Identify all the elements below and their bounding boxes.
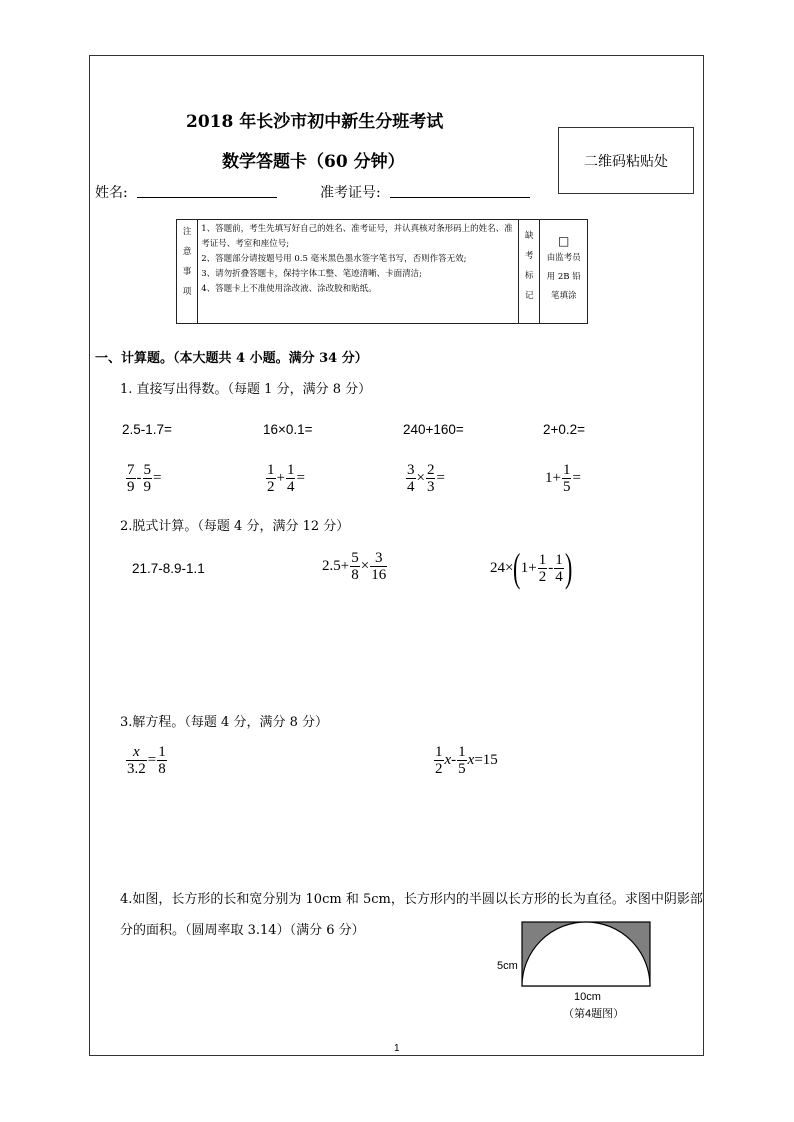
figure-width-label: 10cm — [574, 991, 601, 1003]
q1-expr-4: 2+0.2= — [543, 422, 586, 437]
figure-height-label: 5cm — [497, 960, 518, 972]
q4-figure — [520, 920, 654, 990]
q4-text-line2: 分的面积。（圆周率取 3.14）（满分 6 分） — [120, 923, 365, 938]
q3-label: 3.解方程。（每题 4 分，满分 8 分） — [120, 715, 328, 730]
q1-expr-2: 16×0.1= — [263, 422, 313, 437]
notice-content — [198, 220, 519, 324]
q1-expr-1: 2.5-1.7= — [122, 422, 172, 437]
notice-line: 4、答题卡上不准使用涂改液、涂改胶和贴纸。 — [201, 284, 377, 294]
exam-no-label: 准考证号: — [320, 185, 381, 201]
qr-code-box — [558, 127, 694, 194]
section-heading: 一、计算题。（本大题共 4 小题。满分 34 分） — [95, 351, 368, 366]
q1-expr-7: $\frac{3}{4}$ × $\frac{2}{3}$ = — [407, 462, 445, 495]
q2-expr-2: 2.5+ $\frac{5}{8}$ × $\frac{3}{16}$ — [322, 550, 387, 583]
absent-label: 缺 考 标 记 — [519, 220, 540, 324]
q2-expr-1: 21.7-8.9-1.1 — [132, 561, 205, 576]
notice-line: 1、答题前，考生先填写好自己的姓名、准考证号，并认真核对条形码上的姓名、准考证号、考室和座位号; — [201, 224, 513, 249]
q3-eq-2: $\frac{1}{2}$ x - $\frac{1}{5}$ x =15 — [435, 744, 498, 777]
exam-title: 2018 年长沙市初中新生分班考试 — [186, 112, 444, 132]
qr-code-label: 二维码粘贴处 — [584, 153, 668, 170]
exam-subtitle: 数学答题卡（60 分钟） — [222, 152, 405, 172]
page-number: 1 — [394, 1043, 400, 1054]
q1-expr-6: $\frac{1}{2}$ + $\frac{1}{4}$ = — [267, 462, 305, 495]
notice-line: 2、答题部分请按题号用 0.5 毫米黑色墨水签字笔书写，否则作答无效; — [201, 254, 467, 264]
name-field[interactable] — [137, 197, 277, 198]
q1-label: 1. 直接写出得数。（每题 1 分，满分 8 分） — [120, 382, 372, 397]
q2-label: 2.脱式计算。（每题 4 分，满分 12 分） — [120, 519, 350, 534]
q1-expr-3: 240+160= — [403, 422, 464, 437]
name-label: 姓名: — [95, 185, 128, 201]
absent-cell — [540, 220, 588, 324]
q2-expr-3: 24× ( 1+ $\frac{1}{2}$ - $\frac{1}{4}$ ) — [490, 545, 573, 590]
notice-line: 3、请勿折叠答题卡，保持字体工整、笔迹清晰、卡面清洁; — [201, 269, 423, 279]
notice-label: 注 意 事 项 — [177, 220, 198, 324]
q3-eq-1: $\frac{x}{3.2}$ = $\frac{1}{8}$ — [127, 744, 166, 777]
notice-table — [176, 219, 588, 324]
absent-checkbox[interactable]: □ — [558, 234, 570, 248]
q4-text-line1: 4.如图，长方形的长和宽分别为 10cm 和 5cm，长方形内的半圆以长方形的长为直径。求图中阴影部 — [120, 892, 703, 907]
absent-note: 由监考员用 2B 铅笔填涂 — [546, 253, 581, 301]
q1-expr-8: 1+ $\frac{1}{5}$ = — [545, 462, 581, 495]
exam-no-field[interactable] — [390, 197, 530, 198]
figure-caption: （第4题图） — [563, 1008, 625, 1020]
q1-expr-5: $\frac{7}{9}$ - $\frac{5}{9}$ = — [127, 462, 162, 495]
